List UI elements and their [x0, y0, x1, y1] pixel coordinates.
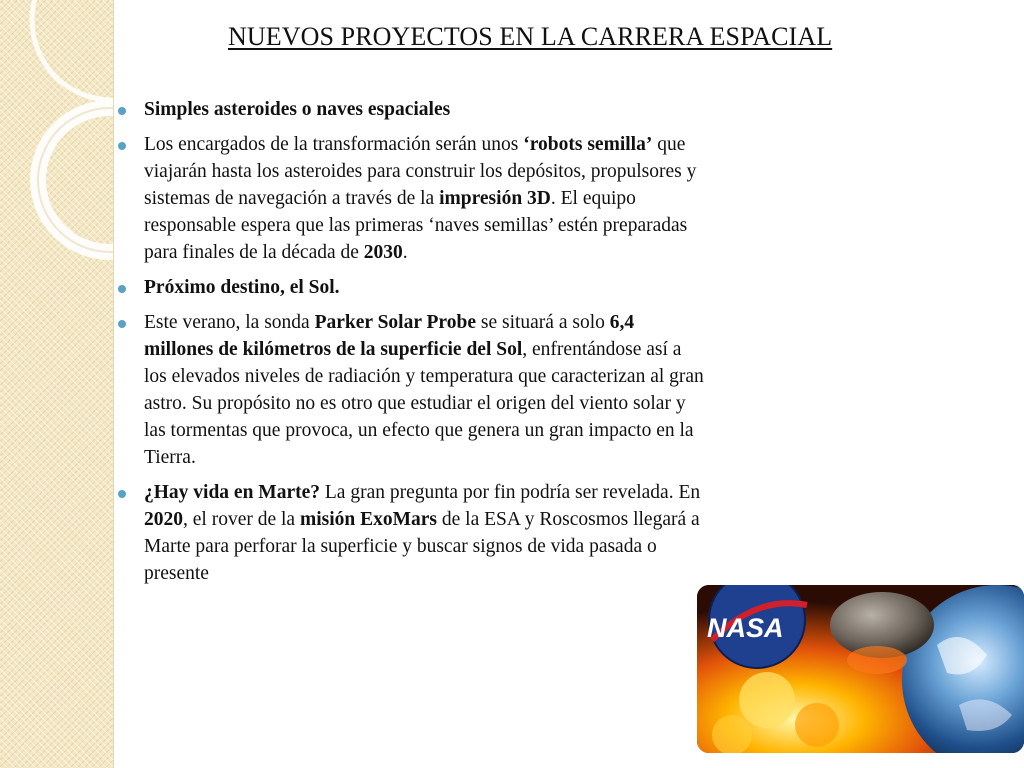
- bullet-item: [118, 309, 708, 471]
- bullet-text: se situará a solo: [475, 312, 610, 333]
- bullet-bold-text: impresión 3D: [439, 188, 551, 209]
- bullet-text: Este verano, la sonda: [144, 312, 315, 333]
- bullet-bold-text: 2030: [363, 242, 403, 263]
- bullet-text: que viajarán hasta los asteroides para construir los depósitos, propulsores y sistemas de navegación a través de la: [144, 134, 697, 209]
- nasa-asteroid-image: [697, 585, 1024, 753]
- space-photo: [697, 585, 1024, 753]
- bullet-text: Los encargados de la transformación serán unos: [144, 134, 524, 155]
- bullet-bold-text: Simples asteroides o naves espaciales: [144, 99, 451, 120]
- ring-decoration: [0, 0, 113, 768]
- bullet-text: . El equipo responsable espera que las primeras ‘naves semillas’ estén preparadas para finales de la década de: [144, 188, 688, 263]
- bullet-text: .: [402, 242, 408, 263]
- bullet-text: , enfrentándose así a los elevados niveles de radiación y temperatura que caracterizan al gran astro. Su propósito no es otro que estudiar el origen del viento solar y las tormentas que provoca, un efecto que genera un gran impacto en la Tierra.: [144, 339, 704, 468]
- bullet-item: [118, 479, 708, 587]
- bullet-bold-text: 2020: [144, 509, 183, 530]
- decorative-sidebar: [0, 0, 114, 768]
- bullet-text: de la ESA y Roscosmos llegará a Marte para perforar la superficie y buscar signos de vida pasada o presente: [144, 509, 700, 584]
- bullet-bold-text: misión ExoMars: [299, 509, 437, 530]
- bullet-bold-text: ¿Hay vida en Marte?: [144, 482, 321, 503]
- bullet-bold-text: Próximo destino, el Sol.: [144, 277, 340, 298]
- bullet-bold-text: 6,4 millones de kilómetros de la superficie del Sol: [144, 312, 635, 360]
- bullet-text: , el rover de la: [183, 509, 300, 530]
- bullet-bold-text: ‘robots semilla’: [523, 134, 653, 155]
- bullet-item: [118, 274, 708, 301]
- bullet-list: [118, 96, 708, 595]
- bullet-item: [118, 131, 708, 266]
- nasa-logo-text: NASA: [707, 613, 784, 643]
- bullet-item: [118, 96, 708, 123]
- slide-title: NUEVOS PROYECTOS EN LA CARRERA ESPACIAL: [228, 22, 833, 51]
- bullet-text: La gran pregunta por fin podría ser revelada. En: [320, 482, 701, 503]
- bullet-bold-text: Parker Solar Probe: [314, 312, 476, 333]
